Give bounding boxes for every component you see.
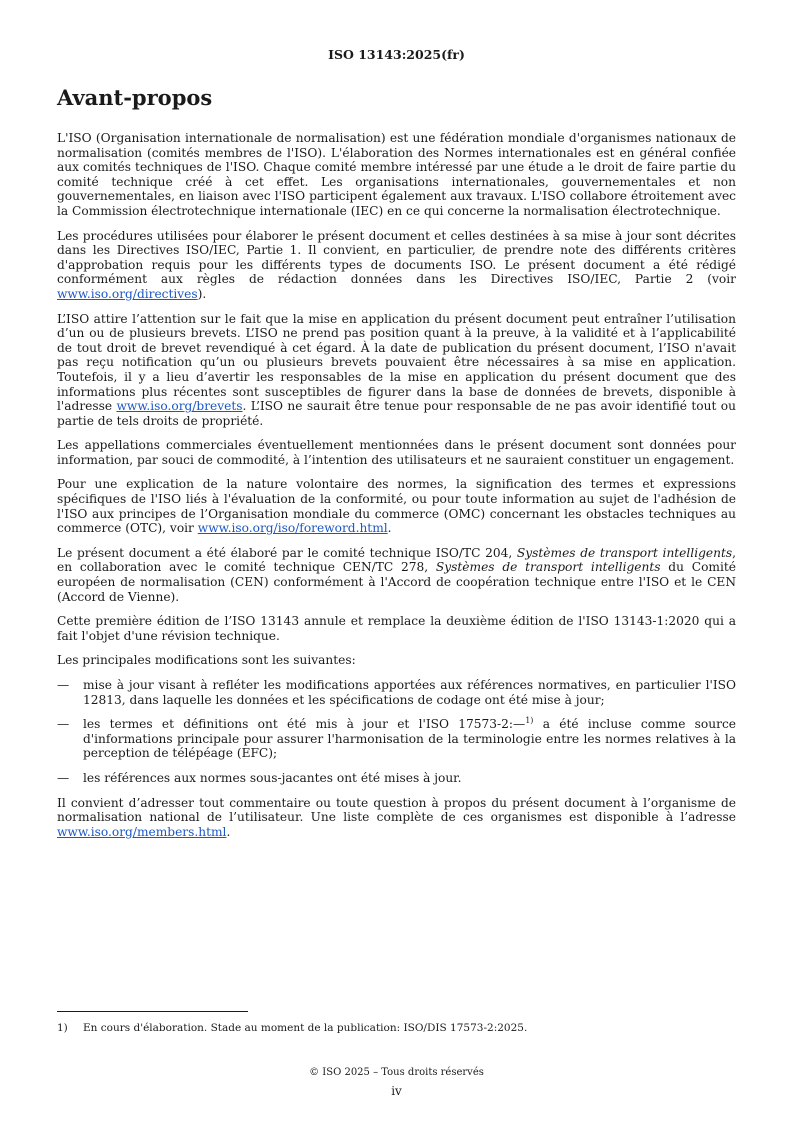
paragraph-text: Le présent document a été élaboré par le comité technique ISO/TC 204, [57,545,517,560]
directives-link[interactable]: www.iso.org/directives [57,286,198,301]
page-title: Avant-propos [57,85,213,110]
paragraph-trade-names: Les appellations commerciales éventuellement mentionnées dans le présent document sont données pour information, par souci de commodité, à l’intention des utilisateurs et ne sauraient constituer un engagement. [57,438,736,467]
footnote [57,1022,736,1034]
list-item-text: les termes et définitions ont été mis à jour et l'ISO 17573-2:— [83,717,526,732]
paragraph-text: du Comité européen de normalisation (CEN) conformément à l'Accord de coopération technique entre l'ISO et le CEN (Accord de Vienne). [57,560,736,604]
paragraph-text: ). [197,286,207,301]
document-body [57,131,736,849]
foreword-link[interactable]: www.iso.org/iso/foreword.html [197,521,388,536]
paragraph-text: Les procédures utilisées pour élaborer le présent document et celles destinées à sa mise à jour sont décrites dans les Directives ISO/IEC, Partie 1. Il convient, en particulier, de prendre note des différents critères d'approbation requis pour les différents types de documents ISO. Le présent document a été rédigé conformément aux règles de rédaction données dans les Directives ISO/IEC, Partie 2 (voir [57,228,736,287]
page-number: iv [391,1084,402,1098]
copyright-notice: © ISO 2025 – Tous droits réservés [309,1067,484,1078]
changes-list [57,678,736,786]
paragraph-patents [57,312,736,429]
committee-title-italic: Systèmes de transport intelligents [516,545,733,560]
members-link[interactable]: www.iso.org/members.html [57,824,227,839]
dash-bullet: — [57,678,70,692]
list-item [57,771,736,786]
paragraph-text: , en collaboration avec le comité technique CEN/TC 278, [57,545,736,575]
paragraph-voluntary-nature [57,477,736,535]
paragraph-text: . [226,824,231,839]
paragraph-committee [57,546,736,604]
list-item-text: a été incluse comme source d'informations principale pour assurer l'harmonisation de la terminologie entre les normes relatives à la perception de télépéage (EFC); [83,717,736,761]
dash-bullet: — [57,770,70,785]
paragraph-changes-intro: Les principales modifications sont les suivantes: [57,653,356,668]
document-header: ISO 13143:2025(fr) [328,47,465,62]
footnote-text: En cours d'élaboration. Stade au moment de la publication: ISO/DIS 17573-2:2025. [83,1022,528,1034]
patents-link[interactable]: www.iso.org/brevets [116,399,243,414]
paragraph-iso-intro: L'ISO (Organisation internationale de normalisation) est une fédération mondiale d'organismes nationaux de normalisation (comités membres de l'ISO). L'élaboration des Normes internationales est en général confiée aux comités techniques de l'ISO. Chaque comité membre intéressé par une étude a le droit de faire partie du comité technique créé à cet effet. Les organisations internationales, gouvernementales et non gouvernementales, en liaison avec l'ISO participent également aux travaux. L'ISO collabore étroitement avec la Commission électrotechnique internationale (IEC) en ce qui concerne la normalisation électrotechnique. [57,131,736,218]
footnote-ref[interactable]: 1) [525,716,534,726]
paragraph-comments [57,796,736,840]
committee-title-italic: Systèmes de transport intelligents [435,560,661,575]
list-item-text: les références aux normes sous-jacantes ont été mises à jour. [83,770,462,785]
paragraph-text: Pour une explication de la nature volontaire des normes, la signification des termes et expressions spécifiques de l'ISO liés à l'évaluation de la conformité, ou pour toute information au sujet de l'adhésion de l'ISO aux principes de l’Organisation mondiale du commerce (OMC) concernant les obstacles techniques au commerce (OTC), voir [57,477,736,536]
paragraph-text: L’ISO attire l’attention sur le fait que la mise en application du présent document peut entraîner l’utilisation d’un ou de plusieurs brevets. L’ISO ne prend pas position quant à la preuve, à la validité et à l’applicabilité de tout droit de brevet revendiqué à cet égard. À la date de publication du présent document, l’ISO n'avait pas reçu notification qu’un ou plusieurs brevets pouvaient être nécessaires à sa mise en application. Toutefois, il y a lieu d’avertir les responsables de la mise en application du présent document que des informations plus récentes sont susceptibles de figurer dans la base de données de brevets, disponible à l'adresse [57,311,736,414]
list-item-text: mise à jour visant à refléter les modifications apportées aux références normatives, en particulier l'ISO 12813, dans laquelle les données et les spécifications de codage ont été mise à jour; [83,678,736,707]
list-item [57,678,736,707]
paragraph-text: . [387,521,392,536]
footnote-number: 1) [57,1022,68,1034]
dash-bullet: — [57,717,70,732]
paragraph-edition: Cette première édition de l’ISO 13143 annule et remplace la deuxième édition de l'ISO 13143-1:2020 qui a fait l'objet d'une révision technique. [57,614,736,643]
list-item [57,717,736,761]
paragraph-text: . L’ISO ne saurait être tenue pour responsable de ne pas avoir identifié tout ou partie de tels droits de propriété. [57,399,736,428]
footnote-divider [57,1011,248,1012]
paragraph-text: Il convient d’adresser tout commentaire ou toute question à propos du présent document à l’organisme de normalisation national de l’utilisateur. Une liste complète de ces organismes est disponible à l’adresse [57,795,736,825]
paragraph-directives [57,229,736,302]
